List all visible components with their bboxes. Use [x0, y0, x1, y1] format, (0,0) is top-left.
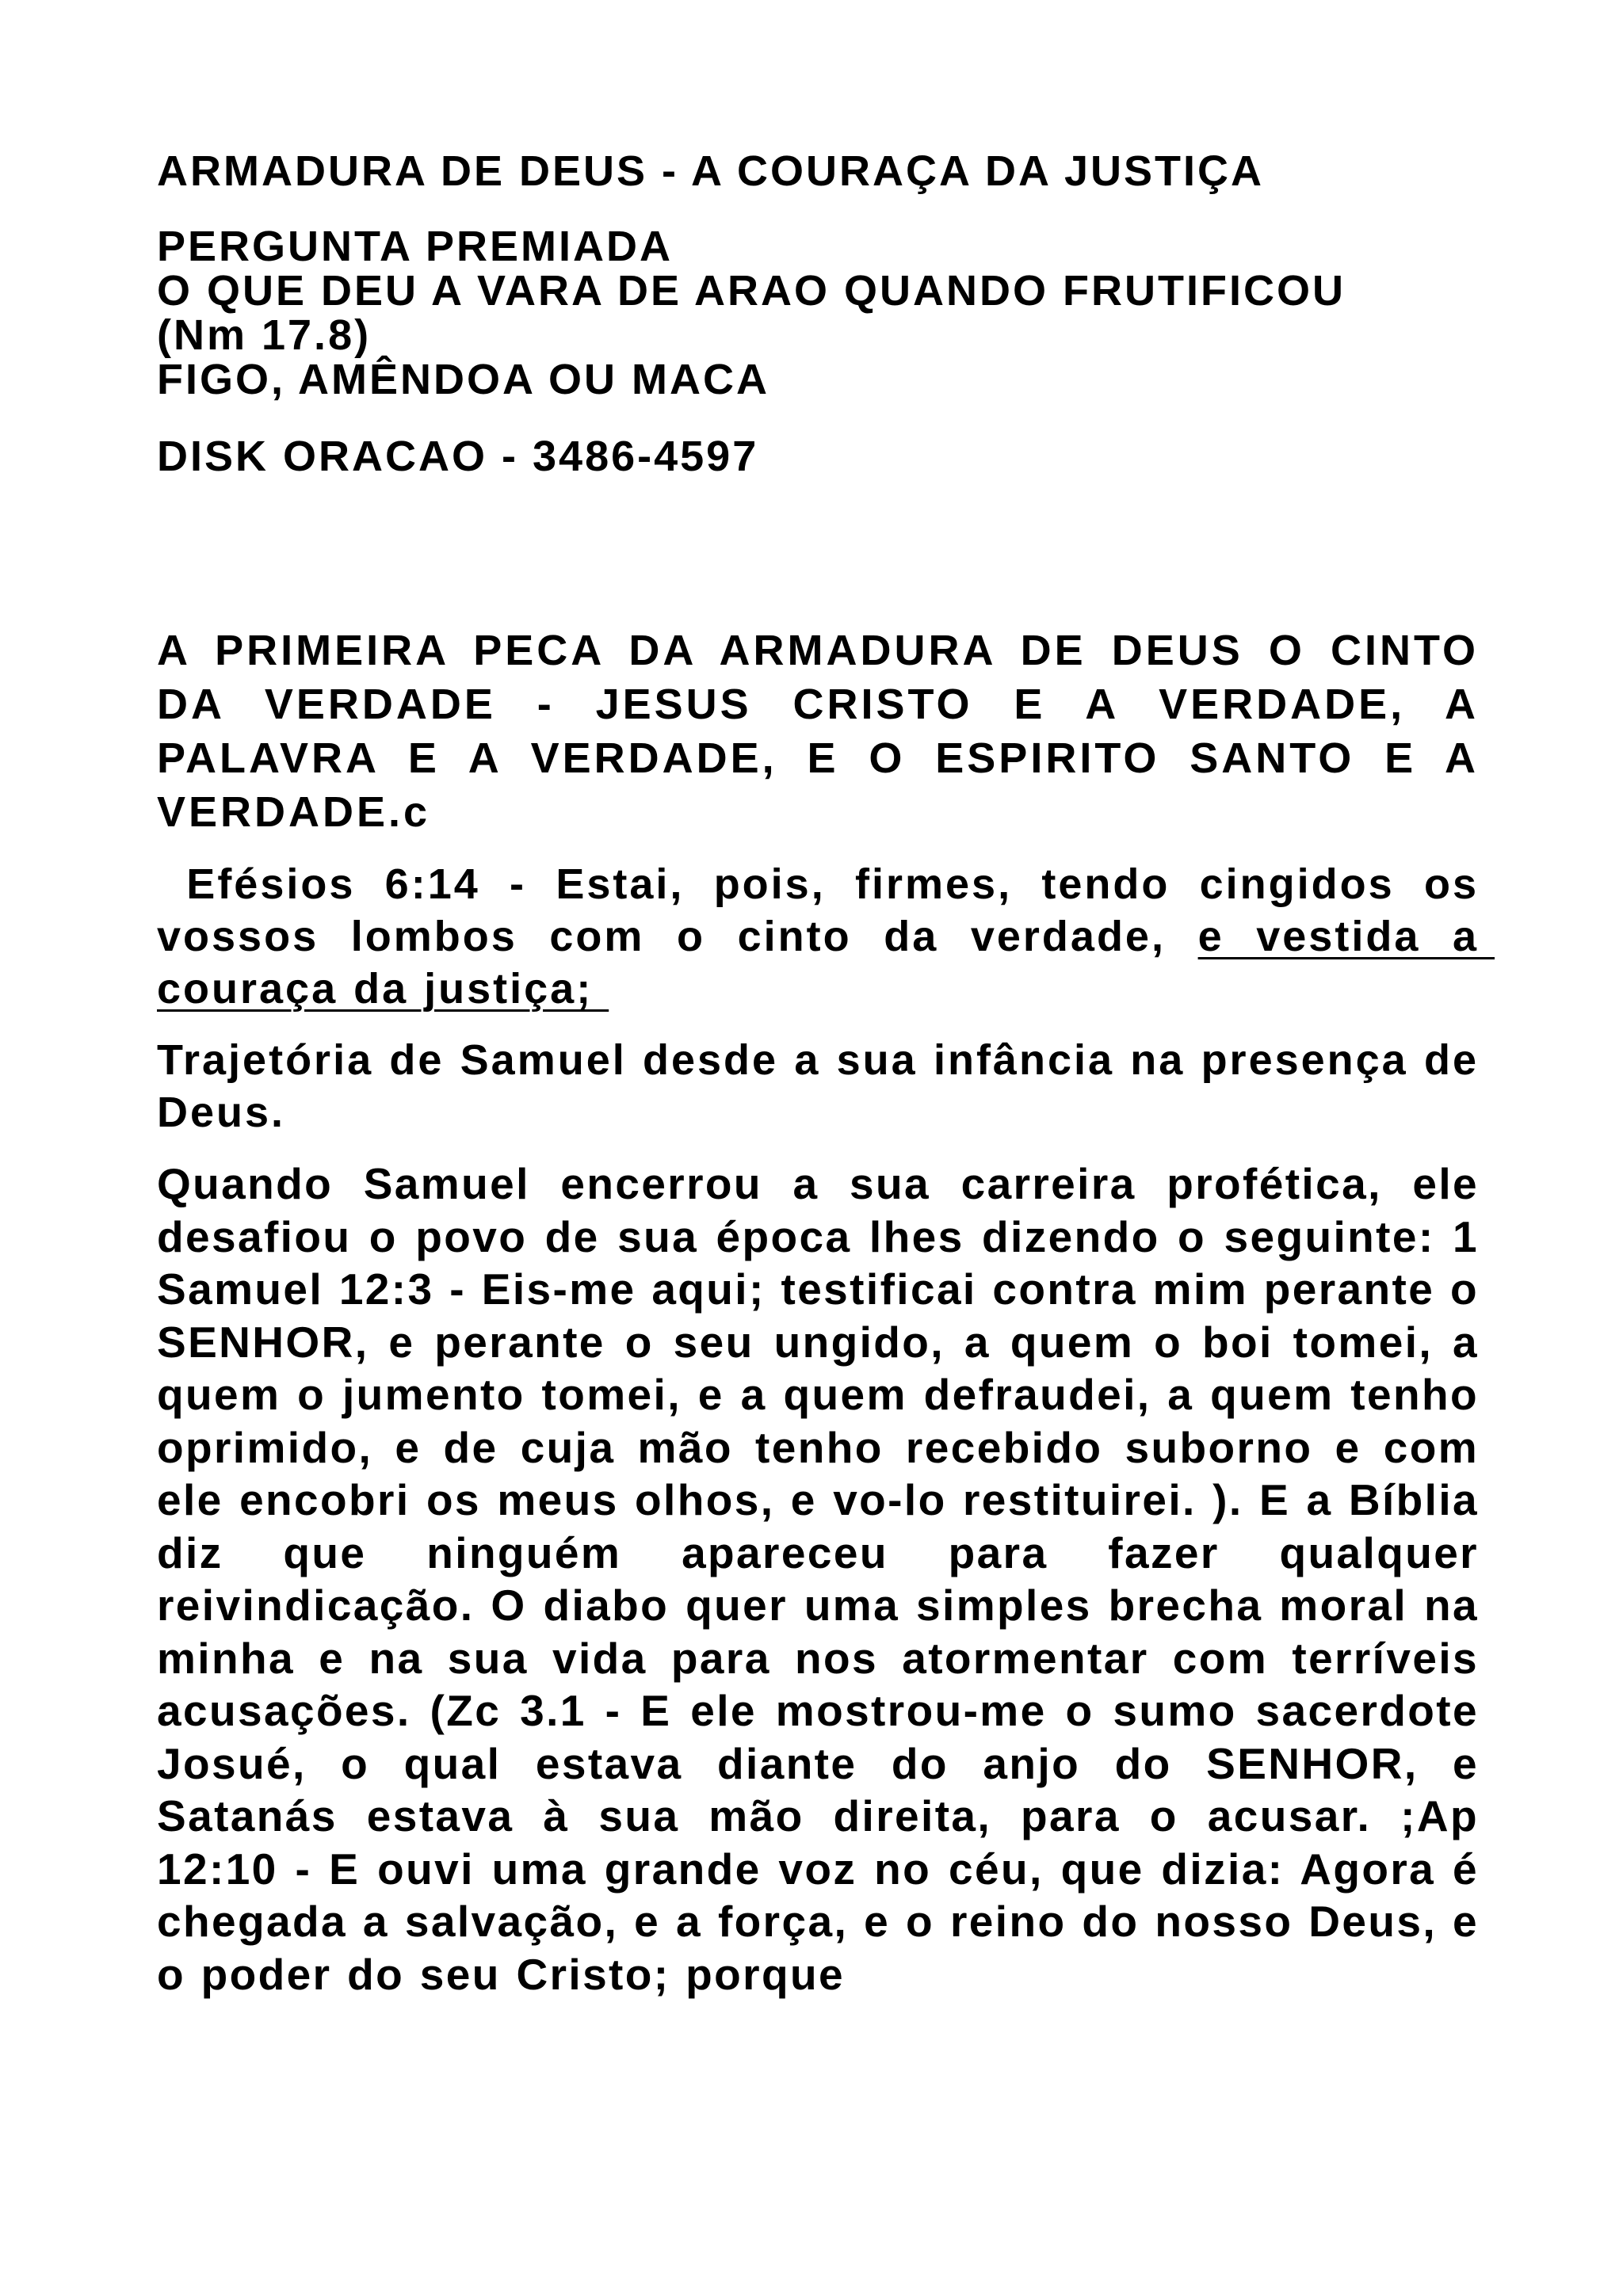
trajectory-paragraph: Trajetória de Samuel desde a sua infância na presença de Deus.: [157, 1036, 1479, 1136]
prize-question-text: O QUE DEU A VARA DE ARAO QUANDO FRUTIFICOU (Nm 17.8): [157, 267, 1346, 359]
prize-question: [157, 224, 1479, 402]
verse-paragraph: [157, 858, 1495, 1015]
prize-question-label: PERGUNTA PREMIADA: [157, 223, 674, 270]
first-piece-paragraph: A PRIMEIRA PECA DA ARMADURA DE DEUS O CINTO DA VERDADE - JESUS CRISTO E A VERDADE, A PALAVRA E A VERDADE, E O ESPIRITO SANTO E A VERDADE.c: [157, 627, 1479, 836]
verse-underlined: e vestida a couraça da justiça;: [157, 913, 1495, 1013]
document-body: [157, 145, 1495, 2000]
prayer-line: DISK ORACAO - 3486-4597: [157, 433, 759, 480]
blank-space: [157, 482, 1479, 624]
samuel-paragraph: Quando Samuel encerrou a sua carreira profética, ele desafiou o povo de sua época lhes dizendo o seguinte: 1 Samuel 12:3 - Eis-me aqui; testificai contra mim perante o SENHOR, e perante o seu ungido, a quem o boi tomei, a quem o jumento tomei, e a quem defraudei, a quem tenho oprimido, e de cuja mão tenho recebido suborno e com ele encobri os meus olhos, e vo-lo restituirei. ). E a Bíblia diz que ninguém apareceu para fazer qualquer reivindicação. O diabo quer uma simples brecha moral na minha e na sua vida para nos atormentar com terríveis acusações. (Zc 3.1 - E ele mostrou-me o sumo sacerdote Josué, o qual estava diante do anjo do SENHOR, e Satanás estava à sua mão direita, para o acusar. ;Ap 12:10 - E ouvi uma grande voz no céu, que dizia: Agora é chegada a salvação, e a força, e o reino do nosso Deus, e o poder do seu Cristo; porque: [157, 1159, 1479, 1999]
prize-question-options: FIGO, AMÊNDOA OU MACA: [157, 356, 769, 403]
verse-lead: Efésios 6:14 - Estai, pois, firmes, tendo cingidos os vossos lombos com o cinto da verdade,: [157, 860, 1495, 960]
document-title: ARMADURA DE DEUS - A COURAÇA DA JUSTIÇA: [157, 147, 1264, 195]
